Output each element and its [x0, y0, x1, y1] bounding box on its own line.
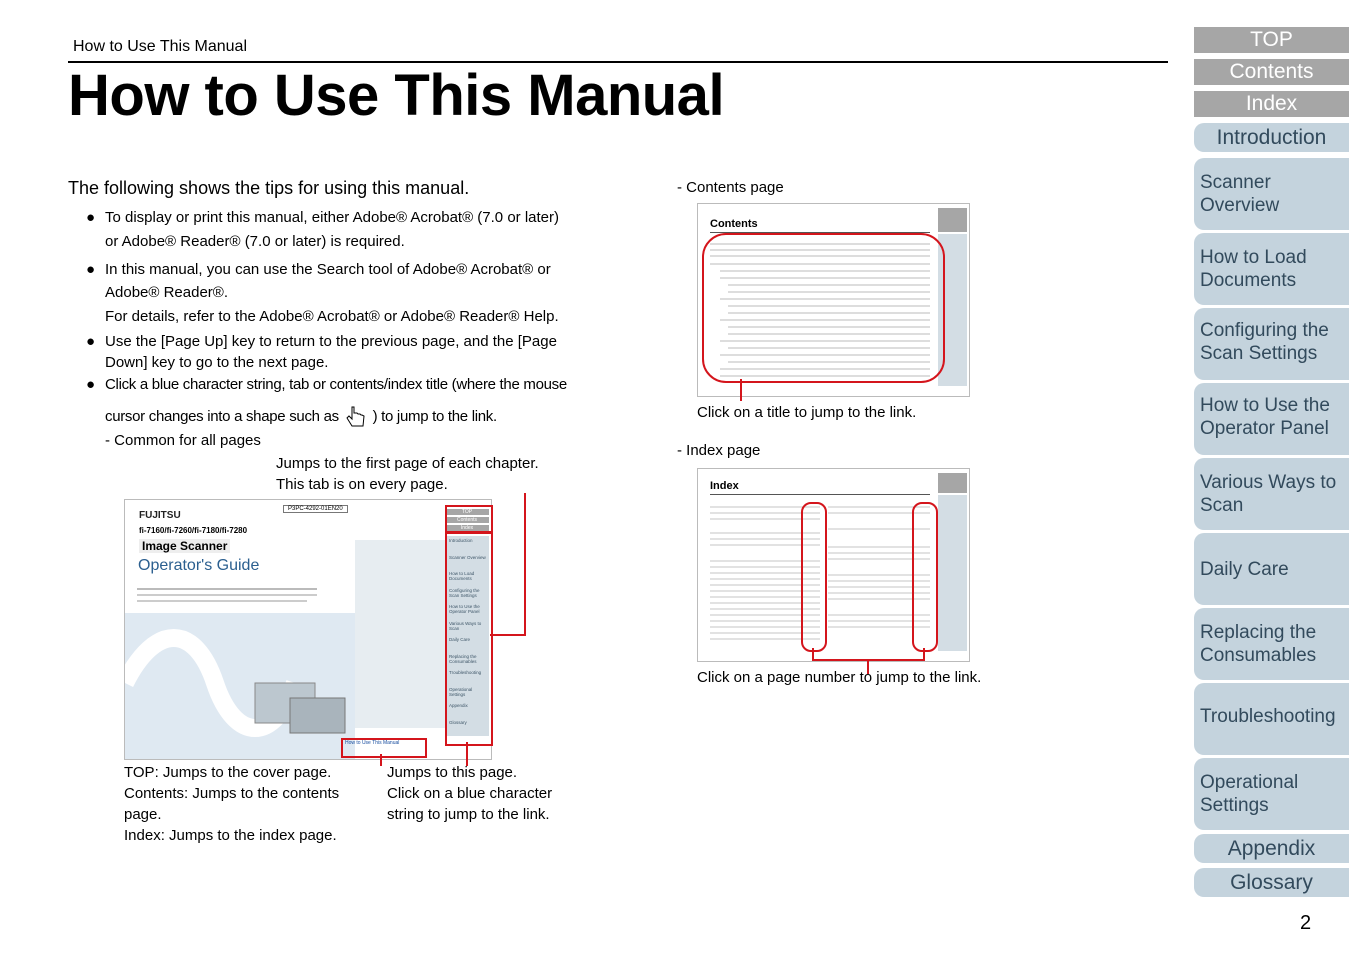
chapter-descriptions: [355, 540, 445, 728]
mini-tab-index: Index: [460, 525, 474, 531]
brand-logo: FUJITSU: [139, 510, 181, 521]
mini-chapter-10: Appendix: [449, 703, 468, 708]
nav-index-button[interactable]: Index: [1194, 91, 1349, 117]
mini-chapter-11: Glossary: [449, 719, 467, 725]
highlight-index-pages-left: [801, 502, 827, 652]
bullet-dot-icon: ●: [86, 209, 96, 226]
cover-page-mock: [124, 499, 492, 760]
bullet-dot-icon: ●: [86, 261, 96, 278]
nav-daily-care[interactable]: Daily Care: [1194, 533, 1349, 605]
nav-load-documents[interactable]: How to Load Documents: [1194, 233, 1349, 305]
cover-image: [125, 613, 355, 759]
nav-operational-settings[interactable]: Operational Settings: [1194, 758, 1349, 830]
nav-scanner-overview[interactable]: Scanner Overview: [1194, 158, 1349, 230]
index-label: - Index page: [677, 442, 761, 459]
product-name: Image Scanner: [139, 539, 230, 553]
mini-chapter-2: How to Load Documents: [449, 571, 475, 581]
mini-tab-contents: Contents: [456, 517, 477, 523]
cover-link[interactable]: How to Use This Manual: [345, 740, 400, 746]
contents-label: - Contents page: [677, 179, 784, 196]
highlight-index-pages-right: [912, 502, 938, 652]
callout-this-page: Jumps to this page. Click on a blue character string to jump to the link.: [387, 764, 553, 823]
nav-operator-panel[interactable]: How to Use the Operator Panel: [1194, 383, 1349, 455]
highlight-link: [341, 738, 427, 758]
nav-contents-button[interactable]: Contents: [1194, 59, 1349, 85]
nav-replacing-consumables[interactable]: Replacing the Consumables: [1194, 608, 1349, 680]
common-label: - Common for all pages: [105, 432, 261, 449]
mini-chapter-1: Scanner Overview: [449, 554, 486, 560]
bullet-link: ● Click a blue character string, tab or contents/index title (where the mouse cursor changes into a shape such as ) to jump to the link.: [86, 374, 596, 430]
page-title: How to Use This Manual: [68, 63, 725, 128]
bullet-search: ● In this manual, you can use the Search tool of Adobe® Acrobat® or Adobe® Reader®. For details, refer to the Adobe® Acrobat® or Adobe® Reader® Help.: [86, 261, 559, 325]
guide-title: Operator's Guide: [138, 557, 260, 574]
bullet-dot-icon: ●: [86, 376, 95, 393]
highlight-contents-titles: [702, 233, 945, 383]
nav-introduction[interactable]: Introduction: [1194, 123, 1349, 152]
callout-chapter-tabs: Jumps to the first page of each chapter. This tab is on every page.: [276, 455, 539, 493]
bullet-dot-icon: ●: [86, 333, 96, 350]
models-text: fi-7160/fi-7260/fi-7180/fi-7280: [139, 526, 248, 535]
mini-chapter-9: Operational Settings: [449, 686, 473, 697]
intro-text: The following shows the tips for using this manual.: [68, 178, 470, 198]
mini-chapter-4: How to Use the Operator Panel: [449, 604, 480, 614]
bullet-acrobat: ● To display or print this manual, either Adobe® Acrobat® (7.0 or later) or Adobe® Reader® (7.0 or later) is required.: [86, 209, 559, 250]
mini-tab-top: TOP: [461, 509, 473, 515]
mini-chapter-0: Introduction: [449, 538, 473, 543]
page-number: 2: [1300, 912, 1312, 934]
nav-various-ways[interactable]: Various Ways to Scan: [1194, 458, 1349, 530]
nav-glossary[interactable]: Glossary: [1194, 868, 1349, 897]
mini-chapter-5: Various Ways to Scan: [449, 620, 482, 631]
nav-configuring-scan[interactable]: Configuring the Scan Settings: [1194, 308, 1349, 380]
highlight-top-tabs: [445, 505, 493, 533]
nav-top-button[interactable]: TOP: [1194, 27, 1349, 53]
contents-heading: Contents: [710, 218, 758, 230]
nav-appendix[interactable]: Appendix: [1194, 834, 1349, 863]
contents-caption: Click on a title to jump to the link.: [697, 404, 917, 421]
breadcrumb: How to Use This Manual: [73, 38, 247, 55]
mini-chapter-7: Replacing the Consumables: [449, 653, 477, 664]
mini-chapter-3: Configuring the Scan Settings: [449, 587, 480, 598]
mini-chapter-6: Daily Care: [449, 637, 471, 642]
callout-top-tabs: TOP: Jumps to the cover page. Contents: Jumps to the contents page. Index: Jumps to the index page.: [124, 764, 340, 844]
hand-cursor-icon: [343, 404, 369, 430]
bullet-pageup: ● Use the [Page Up] key to return to the previous page, and the [Page Down] key to go to the next page.: [86, 333, 557, 371]
index-caption: Click on a page number to jump to the link.: [697, 669, 982, 686]
highlight-chapter-tabs: [445, 532, 493, 746]
index-heading: Index: [710, 480, 739, 492]
nav-troubleshooting[interactable]: Troubleshooting: [1194, 683, 1349, 755]
mini-chapter-8: Troubleshooting: [449, 670, 482, 675]
doc-code: P3PC-4292-01EN20: [283, 505, 348, 513]
